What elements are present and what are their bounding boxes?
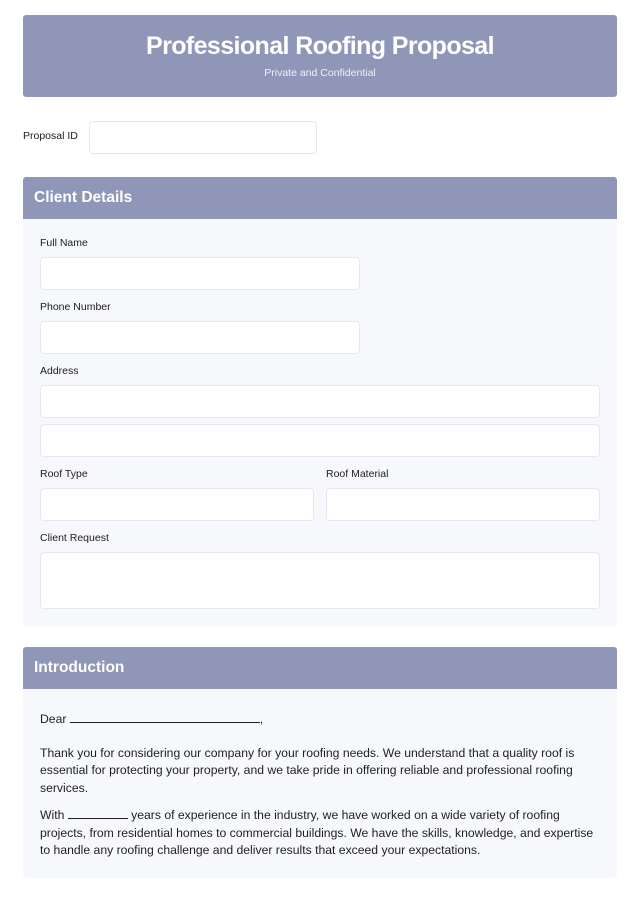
intro-paragraph-1: Thank you for considering our company for your roofing needs. We understand that a quality roof is essential for protecting your property, and we take pride in offering reliable and professional roofing services. xyxy=(40,745,575,795)
client-name-blank[interactable] xyxy=(70,711,260,723)
intro-paragraph-2 xyxy=(40,807,600,860)
full-name-label: Full Name xyxy=(40,237,88,249)
paragraph2-suffix: years of experience in the industry, we have worked on a wide variety of roofing projects, from residential homes to commercial buildings. We have the skills, knowledge, and expertise to handle any roofing challenge and deliver results that exceed your expectations. xyxy=(40,808,594,857)
address-line2-input[interactable] xyxy=(40,424,600,457)
introduction-body xyxy=(40,711,600,870)
greeting-line xyxy=(40,711,600,729)
address-line1-input[interactable] xyxy=(40,385,600,418)
page-title: Professional Roofing Proposal xyxy=(146,32,494,60)
introduction-section xyxy=(23,647,617,878)
client-request-textarea[interactable] xyxy=(40,552,600,609)
roof-material-input[interactable] xyxy=(326,488,600,521)
client-request-label: Client Request xyxy=(40,532,109,544)
proposal-id-input[interactable] xyxy=(89,121,317,154)
page-header xyxy=(23,15,617,97)
page-subtitle: Private and Confidential xyxy=(264,67,376,79)
roof-material-label: Roof Material xyxy=(326,468,389,480)
phone-number-input[interactable] xyxy=(40,321,360,354)
roof-type-input[interactable] xyxy=(40,488,314,521)
years-experience-blank[interactable] xyxy=(68,807,128,819)
proposal-id-row xyxy=(23,121,323,154)
proposal-id-label: Proposal ID xyxy=(23,130,78,142)
client-details-section xyxy=(23,177,617,627)
greeting-prefix: Dear xyxy=(40,712,67,726)
paragraph2-prefix: With xyxy=(40,808,65,822)
greeting-suffix: , xyxy=(259,712,264,726)
roof-type-label: Roof Type xyxy=(40,468,88,480)
introduction-header: Introduction xyxy=(23,647,617,689)
full-name-input[interactable] xyxy=(40,257,360,290)
client-details-header: Client Details xyxy=(23,177,617,219)
phone-number-label: Phone Number xyxy=(40,301,111,313)
address-label: Address xyxy=(40,365,79,377)
